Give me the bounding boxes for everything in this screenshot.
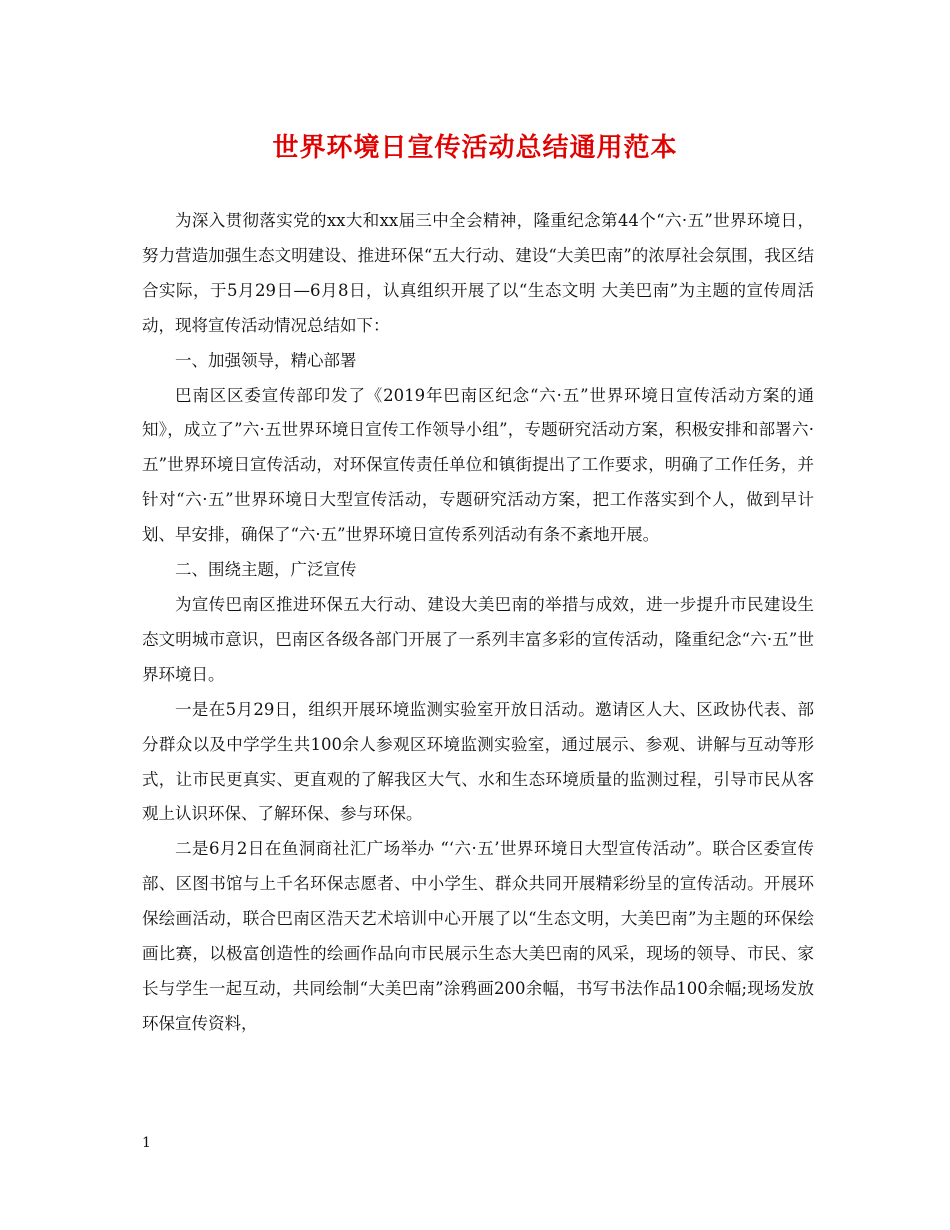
document-title: 世界环境日宣传活动总结通用范本 <box>272 133 678 163</box>
page-number: 1 <box>142 1135 151 1151</box>
section-heading-2: 二、围绕主题，广泛宣传 <box>175 560 357 580</box>
paragraph-intro: 为深入贯彻落实党的xx大和xx届三中全会精神，隆重纪念第44个“六·五”世界环境日，努力营造加强生态文明建设、推进环保“五大行动、建设“大美巴南”的浓厚社会氛围，我区结合实际，于5月29日—6月8日，认真组织开展了以“生态文明 大美巴南”为主题的宣传周活动，现将宣传活动情况总结如下： <box>142 211 814 335</box>
paragraph-activity-2: 二是6月2日在鱼洞商社汇广场举办 “‘六·五’世界环境日大型宣传活动”。联合区委宣传部、区图书馆与上千名环保志愿者、中小学生、群众共同开展精彩纷呈的宣传活动。开展环保绘画活动，联合巴南区浩天艺术培训中心开展了以“生态文明，大美巴南”为主题的环保绘画比赛，以极富创造性的绘画作品向市民展示生态大美巴南的风采，现场的领导、市民、家长与学生一起互动，共同绘制“大美巴南”涂鸦画200余幅，书写书法作品100余幅;现场发放环保宣传资料， <box>142 839 814 1033</box>
paragraph-activity-1: 一是在5月29日，组织开展环境监测实验室开放日活动。邀请区人大、区政协代表、部分群众以及中学学生共100余人参观区环境监测实验室，通过展示、参观、讲解与互动等形式，让市民更真实、更直观的了解我区大气、水和生态环境质量的监测过程，引导市民从客观上认识环保、了解环保、参与环保。 <box>142 699 814 824</box>
document-body <box>142 204 814 1042</box>
paragraph-section-1: 巴南区区委宣传部印发了《2019年巴南区纪念“六·五”世界环境日宣传活动方案的通知》，成立了”六·五世界环境日宣传工作领导小组”，专题研究活动方案，积极安排和部署六·五”世界环境日宣传活动，对环保宣传责任单位和镇街提出了工作要求，明确了工作任务，并针对“六·五”世界环境日大型宣传活动，专题研究活动方案，把工作落实到个人，做到早计划、早安排，确保了“六·五”世界环境日宣传系列活动有条不紊地开展。 <box>142 385 814 545</box>
section-heading-1: 一、加强领导，精心部署 <box>175 350 357 370</box>
paragraph-section-2: 为宣传巴南区推进环保五大行动、建设大美巴南的举措与成效，进一步提升市民建设生态文明城市意识，巴南区各级各部门开展了一系列丰富多彩的宣传活动，隆重纪念“六·五”世界环境日。 <box>142 594 814 684</box>
